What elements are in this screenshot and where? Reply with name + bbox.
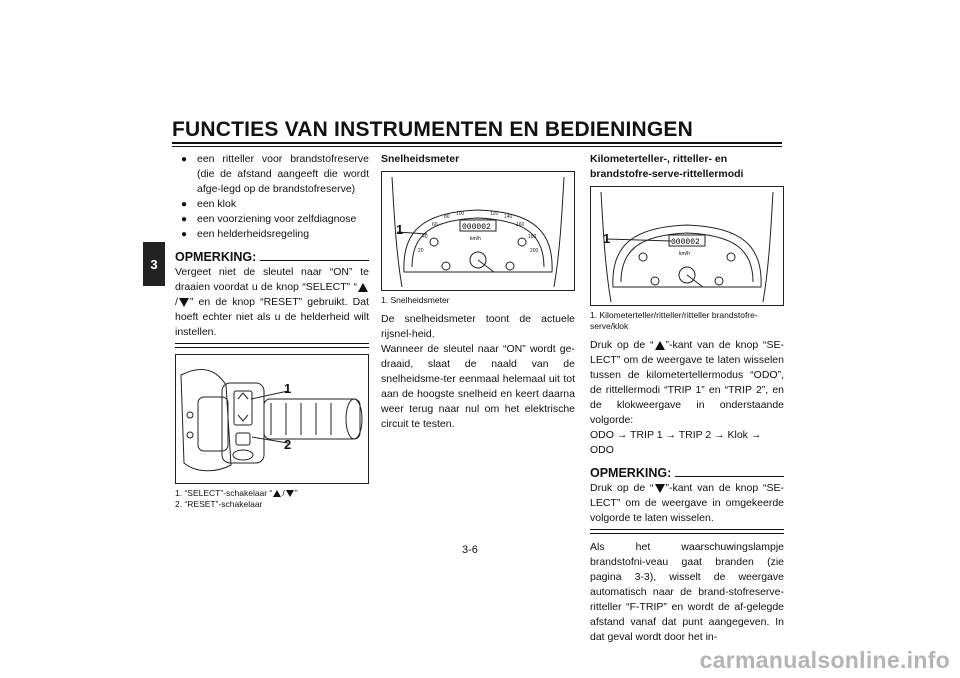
section-heading: Kilometerteller-, ritteller- en brandstofre-serve-rittellermodi <box>590 153 744 180</box>
figure-caption-2: 2. “RESET”-schakelaar <box>175 499 263 509</box>
speed-unit: km/h <box>470 236 481 242</box>
tick-label: 200 <box>530 248 539 254</box>
tick-label: 40 <box>422 234 428 240</box>
tick-label: 20 <box>418 248 424 254</box>
figure-caption-1: 1. “SELECT”-schakelaar “ / ” <box>175 488 298 498</box>
handlebar-switch-figure <box>175 354 369 484</box>
note-text: Vergeet niet de sleutel naar “ON” te draaien voordat u de knop “SELECT” “/ ” en de knop “RESET” gebruikt. Dat hoeft echter niet als u de helderheid wilt instellen. <box>175 266 369 338</box>
note-heading: OPMERKING: <box>175 250 369 265</box>
column-2 <box>381 152 575 432</box>
list-item: ● een klok <box>175 197 369 212</box>
column-3 <box>590 152 784 645</box>
handlebar-switch-illustration <box>176 355 368 483</box>
figure-caption: 1. Snelheidsmeter <box>381 295 450 305</box>
odometer-readout: 000002 <box>462 223 491 232</box>
speedometer-illustration <box>382 172 574 290</box>
tick-label: 160 <box>516 222 525 228</box>
tick-label: 60 <box>432 222 438 228</box>
figure-caption: 1. Kilometerteller/ritteller/ritteller brandstofre-serve/klok <box>590 310 758 331</box>
paragraph: Als het waarschuwingslampje brandstofni-veau gaat branden (zie pagina 3-3), wisselt de weergave automatisch naar de brand-stofreserve-ritteller “F-TRIP” en wordt de af-gelegde afstand vanaf dat punt aangegeven. In dat geval wordt door het in- <box>590 541 784 643</box>
odometer-illustration <box>591 187 783 305</box>
chapter-tab: 3 <box>143 242 165 286</box>
paragraph: De snelheidsmeter toont de actuele rijsnel-heid. <box>381 313 575 340</box>
tick-label: 180 <box>528 234 537 240</box>
triangle-down-icon <box>286 490 294 497</box>
paragraph: Druk op de “ ”-kant van de knop “SE-LECT” om de weergave te laten wisselen tussen de kilometertellermodus “ODO”, de rittellermodi “TRIP 1” en “TRIP 2”, en de klokweergave in onderstaande volgorde: <box>590 339 785 426</box>
triangle-up-icon <box>358 283 368 292</box>
page-number: 3-6 <box>462 544 478 556</box>
note-text: Druk op de “ ”-kant van de knop “SE-LECT” om de weergave in omgekeerde volgorde te laten wisselen. <box>590 482 785 524</box>
triangle-up-icon <box>273 490 281 497</box>
note-divider <box>175 347 369 348</box>
column-1 <box>175 152 369 510</box>
tick-label: 100 <box>456 211 465 217</box>
odometer-figure <box>590 186 784 306</box>
note-divider <box>175 343 369 344</box>
title-rule-thin <box>172 146 782 147</box>
speed-unit: km/h <box>679 251 690 257</box>
list-item: ● een voorziening voor zelfdiagnose <box>175 212 369 227</box>
note-heading: OPMERKING: <box>590 466 784 481</box>
paragraph: Wanneer de sleutel naar “ON” wordt ge-draaid, slaat de naald van de snelheidsme-ter eenmaal helemaal uit tot aan de hoogste snelheid en keert daarna weer terug naar nul om het elektrische circuit te testen. <box>381 343 575 430</box>
tick-label: 80 <box>444 214 450 220</box>
tick-label: 140 <box>504 214 513 220</box>
section-heading: Snelheidsmeter <box>381 153 460 165</box>
callout-1: 1 <box>396 222 404 237</box>
watermark: carmanualsonline.info <box>699 647 950 673</box>
odometer-readout: 000002 <box>671 238 700 247</box>
list-item: ● een ritteller voor brandstofreserve (die de afstand aangeeft die wordt afge-legd op de brandstofreserve) <box>175 152 369 197</box>
callout-1: 1 <box>603 231 611 246</box>
callout-2: 2 <box>284 437 292 452</box>
callout-1: 1 <box>284 381 292 396</box>
note-divider <box>590 529 784 530</box>
triangle-down-icon <box>179 298 189 307</box>
triangle-up-icon <box>655 341 665 350</box>
tick-label: 120 <box>490 211 499 217</box>
speedometer-figure <box>381 171 575 291</box>
mode-sequence: ODO → TRIP 1 → TRIP 2 → Klok → ODO <box>590 429 762 456</box>
triangle-down-icon <box>655 484 665 493</box>
page-title: FUNCTIES VAN INSTRUMENTEN EN BEDIENINGEN <box>172 118 693 141</box>
title-rule <box>172 142 782 144</box>
note-divider <box>590 533 784 534</box>
feature-list <box>175 152 369 242</box>
list-item: ● een helderheidsregeling <box>175 227 369 242</box>
